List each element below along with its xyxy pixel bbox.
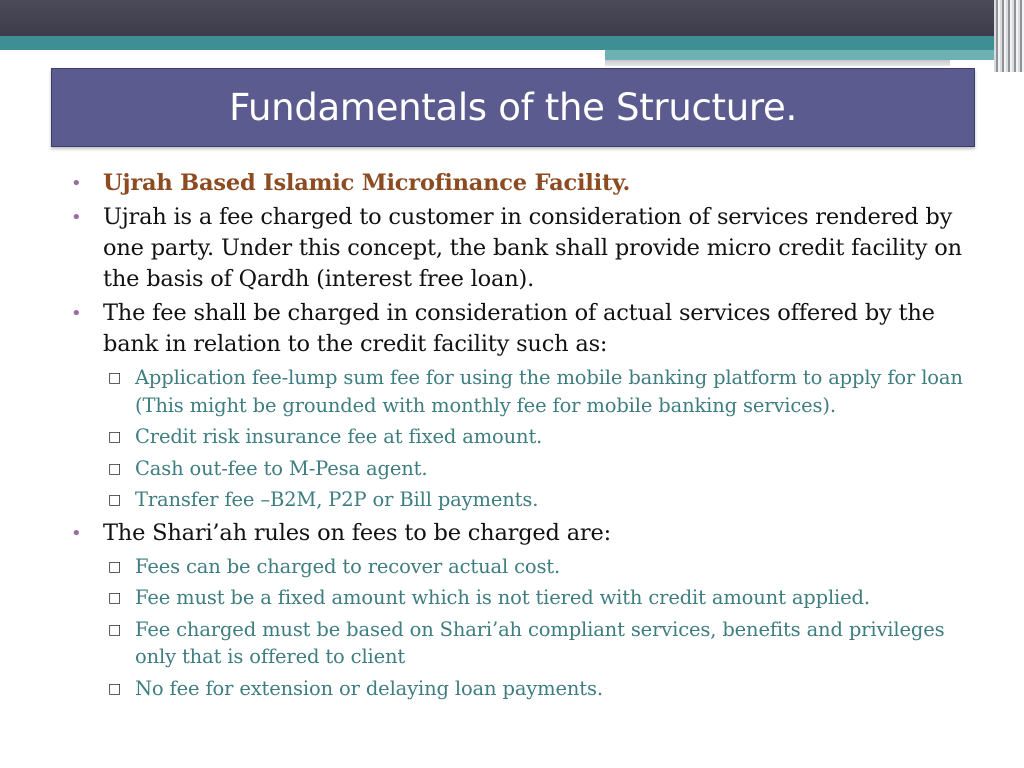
square-bullet-icon: □ — [108, 558, 122, 575]
top-dark-bar — [0, 0, 1024, 36]
sub-bullet-item — [103, 584, 970, 612]
square-bullet-icon: □ — [108, 680, 122, 697]
bullet-text: The fee shall be charged in consideration of actual services offered by the bank in relation to the credit facility such as: — [103, 300, 935, 357]
square-bullet-icon: □ — [108, 429, 122, 445]
bullet-dot-icon: • — [71, 522, 82, 544]
top-grey-accent — [605, 60, 950, 66]
top-teal-bar — [0, 36, 1024, 50]
bullet-heading: Ujrah Based Islamic Microfinance Facility. — [103, 170, 631, 196]
slide-body — [70, 168, 970, 706]
sub-bullet-text: Application fee-lump sum fee for using the mobile banking platform to apply for loan (This might be grounded with monthly fee for mobile banking services). — [135, 366, 963, 417]
bullet-text: The Shari’ah rules on fees to be charged are: — [103, 519, 611, 546]
title-banner — [51, 68, 975, 147]
bullet-list — [70, 168, 970, 702]
sub-bullet-item — [103, 423, 970, 451]
square-bullet-icon: □ — [108, 370, 122, 386]
square-bullet-icon: □ — [108, 621, 122, 638]
bullet-text: Ujrah is a fee charged to customer in consideration of services rendered by one party. Under this concept, the bank shall provide micro credit facility on the basis of Qardh (interest free loan). — [103, 204, 962, 292]
sub-bullet-text: Fees can be charged to recover actual cost. — [135, 554, 561, 578]
square-bullet-icon: □ — [108, 492, 122, 508]
square-bullet-icon: □ — [108, 460, 122, 477]
sub-bullet-text: Fee charged must be based on Shari’ah compliant services, benefits and privileges only that is offered to client — [135, 617, 945, 668]
sub-bullet-list — [103, 364, 970, 514]
bullet-item — [70, 168, 970, 199]
slide-title: Fundamentals of the Structure. — [229, 86, 797, 129]
sub-bullet-item — [103, 486, 970, 514]
bullet-item — [70, 202, 970, 295]
sub-bullet-item — [103, 553, 970, 581]
sub-bullet-item — [103, 616, 970, 671]
sub-bullet-item — [103, 455, 970, 483]
bullet-item — [70, 518, 970, 703]
sub-bullet-item — [103, 675, 970, 703]
bullet-dot-icon: • — [71, 303, 82, 324]
sub-bullet-item — [103, 364, 970, 419]
square-bullet-icon: □ — [108, 590, 122, 606]
sub-bullet-text: Fee must be a fixed amount which is not tiered with credit amount applied. — [135, 586, 870, 609]
bullet-dot-icon: • — [71, 207, 82, 228]
bullet-item — [70, 298, 970, 514]
top-teal-accent — [605, 50, 1024, 60]
sub-bullet-list — [103, 553, 970, 703]
sub-bullet-text: Cash out-fee to M-Pesa agent. — [135, 456, 428, 480]
bullet-dot-icon: • — [71, 173, 82, 194]
corner-stripes — [994, 0, 1024, 72]
sub-bullet-text: Credit risk insurance fee at fixed amount. — [135, 425, 543, 448]
sub-bullet-text: No fee for extension or delaying loan payments. — [135, 676, 603, 700]
sub-bullet-text: Transfer fee –B2M, P2P or Bill payments. — [135, 488, 539, 511]
